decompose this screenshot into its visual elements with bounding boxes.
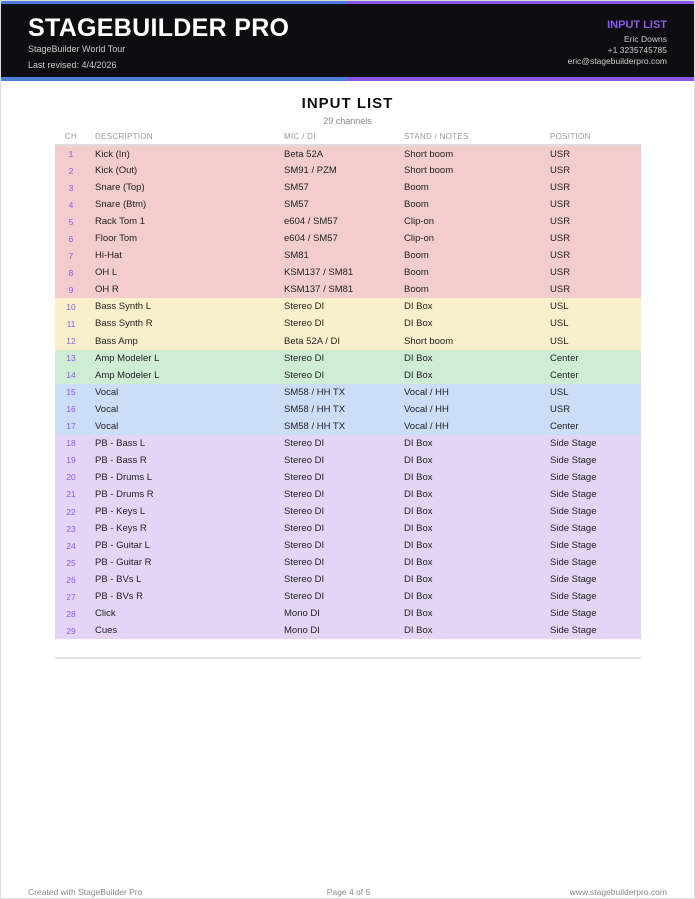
stand-notes: DI Box [404, 471, 433, 483]
channel-number: 12 [66, 336, 76, 347]
stand-notes: DI Box [404, 352, 433, 364]
position: Side Stage [550, 523, 597, 535]
position: USL [550, 386, 569, 398]
channel-number: 19 [66, 455, 76, 466]
stand-notes: Short boom [404, 335, 454, 347]
mic-di: Stereo DI [284, 352, 325, 364]
position: Side Stage [550, 471, 597, 483]
mic-di: Stereo DI [284, 318, 325, 330]
stand-notes: DI Box [404, 557, 433, 569]
channel-number: 25 [66, 557, 76, 568]
description: Kick (Out) [95, 165, 138, 177]
position: Side Stage [550, 574, 597, 586]
position: USL [550, 301, 569, 313]
channel-number: 10 [66, 301, 76, 312]
stand-notes: Vocal / HH [404, 386, 449, 398]
description: PB - Bass L [95, 437, 146, 449]
description: PB - Bass R [95, 454, 147, 466]
table-row [55, 401, 641, 418]
position: Side Stage [550, 437, 597, 449]
channel-number: 21 [66, 489, 76, 500]
table-row [55, 622, 641, 639]
position: Side Stage [550, 506, 597, 517]
position: USR [550, 165, 571, 177]
position: USR [550, 403, 571, 415]
channel-number: 4 [68, 199, 74, 210]
position: USR [550, 250, 571, 262]
description: PB - BVs L [95, 574, 142, 586]
channel-number: 29 [66, 625, 76, 636]
position: Center [550, 369, 579, 381]
channel-count: 29 channels [323, 116, 372, 126]
description: OH L [95, 267, 118, 279]
stand-notes: DI Box [404, 318, 433, 330]
mic-di: SM57 [284, 182, 309, 194]
description: Bass Amp [95, 335, 138, 347]
channel-number: 5 [68, 216, 74, 227]
mic-di: Stereo DI [284, 437, 325, 449]
table-row [55, 469, 641, 486]
description: OH R [95, 284, 119, 296]
channel-number: 23 [66, 523, 76, 534]
mic-di: Stereo DI [284, 523, 325, 535]
mic-di: Stereo DI [284, 540, 325, 552]
table-row [55, 196, 641, 213]
channel-number: 18 [66, 438, 76, 449]
col-stand: STAND / NOTES [404, 129, 550, 145]
stand-notes: Boom [404, 199, 429, 211]
accent-bar-bottom [1, 77, 694, 81]
stand-notes: DI Box [404, 369, 433, 381]
page-header [1, 4, 694, 77]
description: Kick (In) [95, 148, 130, 160]
stand-notes: Clip-on [404, 216, 435, 228]
channel-number: 27 [66, 591, 76, 602]
description: Vocal [95, 420, 119, 432]
channel-number: 11 [66, 318, 76, 329]
channel-number: 28 [66, 608, 76, 619]
contact-phone: +1 3235745785 [607, 45, 667, 55]
description: Cues [95, 625, 118, 637]
brand-logo: STAGEBUILDER PRO [28, 14, 290, 42]
stand-notes: Vocal / HH [404, 403, 449, 415]
mic-di: Stereo DI [284, 369, 325, 381]
stand-notes: DI Box [404, 437, 433, 449]
description: PB - Guitar R [95, 557, 152, 569]
table-row [55, 230, 641, 247]
stand-notes: Boom [404, 182, 429, 194]
description: Amp Modeler L [95, 352, 160, 364]
position: USR [550, 199, 571, 211]
description: Amp Modeler L [95, 369, 160, 381]
stand-notes: Clip-on [404, 233, 435, 245]
stand-notes: Boom [404, 284, 429, 296]
table-row [55, 537, 641, 554]
contact-email: eric@stagebuilderpro.com [567, 56, 667, 66]
mic-di: SM81 [284, 250, 309, 262]
table-header-row [55, 129, 641, 145]
mic-di: SM57 [284, 199, 309, 211]
mic-di: Stereo DI [284, 471, 325, 483]
position: USR [550, 233, 571, 245]
table-row [55, 418, 641, 435]
revision-date: Last revised: 4/4/2026 [28, 60, 117, 70]
mic-di: KSM137 / SM81 [284, 284, 354, 296]
stand-notes: DI Box [404, 523, 433, 535]
channel-number: 13 [66, 353, 76, 364]
mic-di: SM91 / PZM [284, 165, 337, 177]
description: Vocal [95, 386, 119, 398]
stand-notes: Boom [404, 250, 429, 262]
channel-number: 15 [66, 387, 76, 398]
stand-notes: DI Box [404, 608, 433, 620]
description: PB - BVs R [95, 591, 144, 603]
description: PB - Drums R [95, 488, 154, 500]
channel-number: 24 [66, 540, 76, 551]
position: USR [550, 267, 571, 279]
page-number: Page 4 of 5 [326, 887, 371, 897]
stand-notes: Vocal / HH [404, 420, 449, 432]
position: Side Stage [550, 488, 597, 500]
stand-notes: Boom [404, 267, 429, 279]
mic-di: SM58 / HH TX [284, 403, 346, 415]
mic-di: Stereo DI [284, 301, 325, 313]
position: Side Stage [550, 540, 597, 552]
table-row [55, 162, 641, 179]
col-description: DESCRIPTION [87, 129, 284, 145]
mic-di: Stereo DI [284, 454, 325, 466]
doc-type: INPUT LIST [607, 19, 667, 31]
stand-notes: DI Box [404, 591, 433, 603]
table-row [55, 247, 641, 264]
channel-number: 2 [68, 165, 74, 176]
table-row [55, 452, 641, 469]
description: Floor Tom [95, 233, 138, 245]
description: Hi-Hat [95, 250, 122, 262]
channel-number: 20 [66, 472, 76, 483]
position: Center [550, 420, 579, 432]
table-row [55, 333, 641, 350]
mic-di: Mono DI [284, 625, 320, 637]
position: USR [550, 284, 571, 296]
stand-notes: Short boom [404, 165, 454, 177]
table-row [55, 571, 641, 588]
channel-number: 8 [68, 267, 74, 278]
mic-di: Stereo DI [284, 557, 325, 569]
channel-number: 6 [68, 233, 74, 244]
stand-notes: DI Box [404, 454, 433, 466]
mic-di: Mono DI [284, 608, 320, 620]
position: Side Stage [550, 557, 597, 569]
mic-di: SM58 / HH TX [284, 386, 346, 398]
mic-di: Stereo DI [284, 506, 325, 517]
table-row [55, 213, 641, 230]
table-end-divider [55, 657, 641, 659]
mic-di: SM58 / HH TX [284, 420, 346, 432]
description: Click [95, 608, 116, 620]
page-title: INPUT LIST [301, 95, 394, 112]
channel-number: 26 [66, 574, 76, 585]
description: Bass Synth R [95, 318, 153, 330]
table-row [55, 554, 641, 571]
stand-notes: Short boom [404, 148, 454, 160]
table-row [55, 350, 641, 367]
description: Vocal [95, 403, 119, 415]
footer-credit: Created with StageBuilder Pro [28, 887, 143, 897]
stand-notes: DI Box [404, 625, 433, 637]
position: Side Stage [550, 591, 597, 603]
stand-notes: DI Box [404, 488, 433, 500]
col-position: POSITION [550, 129, 641, 145]
mic-di: Stereo DI [284, 591, 325, 603]
position: USR [550, 216, 571, 228]
contact-block [568, 20, 667, 67]
mic-di: e604 / SM57 [284, 216, 338, 228]
position: Center [550, 352, 579, 364]
description: PB - Keys L [95, 506, 146, 517]
tour-name: StageBuilder World Tour [28, 44, 126, 54]
table-row [55, 503, 641, 520]
channel-number: 1 [68, 149, 74, 160]
position: USR [550, 148, 571, 160]
table-row [55, 384, 641, 401]
table-row [55, 315, 641, 332]
mic-di: Stereo DI [284, 574, 325, 586]
stand-notes: DI Box [404, 301, 433, 313]
table-row [55, 281, 641, 298]
channel-number: 14 [66, 370, 76, 381]
table-row [55, 588, 641, 605]
stand-notes: DI Box [404, 540, 433, 552]
table-row [55, 298, 641, 315]
col-ch: CH [55, 129, 87, 145]
table-row [55, 605, 641, 622]
col-mic: MIC / DI [284, 129, 404, 145]
contact-name: Eric Downs [624, 34, 667, 44]
table-row [55, 367, 641, 384]
input-list-table [55, 129, 641, 639]
position: Side Stage [550, 608, 597, 620]
mic-di: e604 / SM57 [284, 233, 338, 245]
description: PB - Guitar L [95, 540, 150, 552]
mic-di: Beta 52A [284, 148, 324, 160]
description: Snare (Btm) [95, 199, 147, 211]
mic-di: KSM137 / SM81 [284, 267, 354, 279]
table-row [55, 520, 641, 537]
footer-url: www.stagebuilderpro.com [569, 887, 667, 897]
mic-di: Beta 52A / DI [284, 335, 340, 347]
mic-di: Stereo DI [284, 488, 325, 500]
description: PB - Keys R [95, 523, 147, 535]
table-row [55, 435, 641, 452]
position: USR [550, 182, 571, 194]
channel-number: 17 [66, 421, 76, 432]
position: USL [550, 335, 569, 347]
stand-notes: DI Box [404, 574, 433, 586]
channel-number: 7 [68, 250, 74, 261]
description: Bass Synth L [95, 301, 151, 313]
stand-notes: DI Box [404, 506, 433, 517]
position: Side Stage [550, 454, 597, 466]
position: Side Stage [550, 625, 597, 637]
table-row [55, 145, 641, 162]
channel-number: 22 [66, 506, 76, 517]
channel-number: 3 [68, 182, 74, 193]
channel-number: 16 [66, 404, 76, 415]
description: Snare (Top) [95, 182, 145, 194]
description: Rack Tom 1 [95, 216, 145, 228]
table-row [55, 486, 641, 503]
channel-number: 9 [68, 284, 74, 295]
table-row [55, 264, 641, 281]
table-row [55, 179, 641, 196]
position: USL [550, 318, 569, 330]
description: PB - Drums L [95, 471, 153, 483]
